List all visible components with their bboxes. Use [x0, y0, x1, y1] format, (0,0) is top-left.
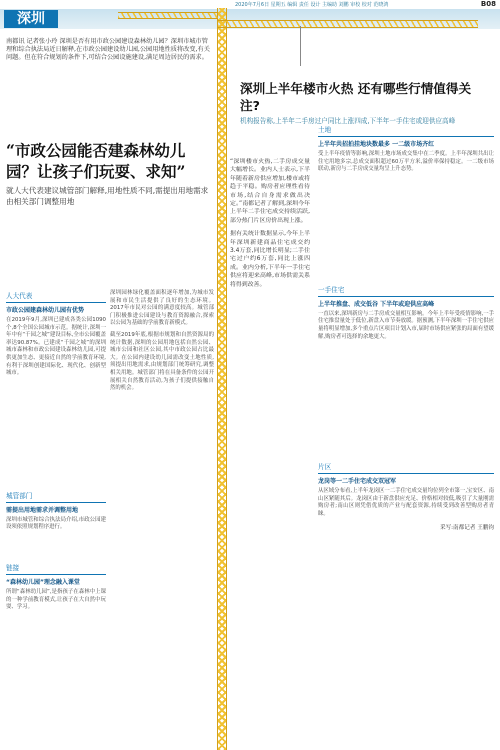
middle-body-1: 深圳园林绿化覆盖面积逐年增加,为城市发展和市民生活提供了良好的生态环境。2017年市民对公园的满意度较高。城管部门积极推进公园建设与教育资源融合,探索以公园为基础的学前教育新模式。 — [110, 290, 214, 327]
divider — [318, 136, 494, 137]
left-column — [6, 290, 106, 612]
section-label-land: 土地 — [318, 126, 332, 134]
section-head-link: “森林幼儿园”理念融入课堂 — [6, 578, 80, 586]
right-headline-subtitle: 机构报告称,上半年二手房过户同比上涨四成,下半年一手住宅或迎供应高峰 — [240, 117, 456, 125]
section-label-district: 片区 — [318, 463, 332, 472]
divider — [6, 574, 106, 575]
section-label-link: 链接 — [6, 563, 20, 572]
left-headline — [6, 140, 211, 207]
section-body-urban-mgmt: 深圳市城管和综合执法局介绍,市政公园建设须依照规划程序进行。 — [6, 516, 106, 531]
quote-body-1: “深圳楼市火热,二手房成交量大幅增长。业内人士表示,下半年随着新房供应增加,楼市或将趋于平稳。购房者应理性看待市场,结合自身需求做出决定。”南都记者了解到,深圳今年上半年二手住宅成交持续活跃,部分热门片区房价出现上涨。 — [230, 159, 310, 224]
section-label-deputy: 人大代表 — [6, 292, 33, 300]
crane-tower — [217, 8, 227, 750]
right-headline-title: 深圳上半年楼市火热 还有哪些行情值得关注? — [240, 81, 472, 113]
crane-jib — [218, 20, 478, 28]
issue-meta: 2020年7月6日 星期五 编辑 责任 设计 主编助 刘鹏 审校 校对 范晓鸿 — [235, 2, 389, 8]
section-body-deputy: 在2019年9月,深圳已建成各类公园1090个,8个全国公园城市示范。据统计,深圳一年中有“千园之城”建设目标,全市公园覆盖率达90.87%。已建成“千园之城”的深圳城市森林和市政公园建设森林幼儿园,可提供更加生态、更接近自然的学前教育环境,有利于深圳创建国际化、现代化、创新型城市。 — [6, 317, 106, 377]
section-label-new-homes: 一手住宅 — [318, 285, 345, 294]
section-tag: 深圳 — [4, 10, 58, 28]
section-head-deputy: 市政公园建森林幼儿园有优势 — [6, 307, 85, 314]
section-body-new-homes: 一直以来,深圳新房与二手房成交量相互影响。今年上半年受疫情影响,一手住宅推盘量处于低位,新盘入市节奏放缓。据预测,下半年深圳一手住宅供应量将明显增加,多个重点片区项目计划入市,届时市场供应紧张的局面有望缓解,购房者可选择的余地更大。 — [318, 310, 494, 340]
section-head-new-homes: 上半年推盘、成交低谷 下半年或迎供应高峰 — [318, 300, 435, 308]
section-body-link: 所谓“森林幼儿园”,是指孩子在森林中上课的一种学前教育模式,让孩子在大自然中玩耍、学习。 — [6, 588, 106, 611]
page-number: B08 — [480, 0, 496, 8]
middle-column — [110, 290, 214, 393]
divider — [318, 473, 494, 474]
right-headline — [240, 80, 490, 126]
right-column — [318, 124, 494, 531]
section-head-land: 上半年共招拍挂地块数最多 一二级市场齐红 — [318, 141, 435, 148]
section-body-land: 受上半年疫情等影响,深圳土地市场成交集中在二季度。上半年深圳共出让住宅用地多宗,总成交面积超过60万平方米,溢价率保持稳定。一二级市场联动,新房与二手房成交量均呈上升态势。 — [318, 151, 494, 173]
divider — [6, 302, 106, 303]
section-head-urban-mgmt: 需提出用地需求并调整用地 — [6, 506, 79, 514]
section-head-district: 龙岗等一二手住宅成交双冠军 — [318, 478, 397, 486]
masthead-bar — [0, 0, 500, 9]
quote-column — [230, 158, 310, 289]
left-headline-title: “市政公园能否建森林幼儿园？让孩子们玩耍、求知” — [6, 141, 186, 181]
divider — [318, 296, 494, 297]
divider — [6, 502, 106, 503]
crane-hook-line — [300, 26, 301, 66]
left-headline-subtitle: 就人大代表建议城管部门解释,用地性质不同,需提出用地需求由相关部门调整用地 — [6, 186, 209, 206]
middle-body-2: 截至2019年底,根据市规划和自然资源局的统计数据,深圳的公园用地包括自然公园、城市公园和社区公园,其中市政公园占比最大。在公园内建设幼儿园需改变土地性质,须提出用地需求,由规划部门统筹研究,调整相关用地。城管部门将在具备条件的公园开展相关自然教育活动,为孩子们提供接触自然的机会。 — [110, 331, 214, 392]
quote-body-2: 据有关统计数据显示,今年上半年深圳新建商品住宅成交约3.4万套,同比增长明显;二手住宅过户约6万套,同比上涨四成。业内分析,下半年一手住宅供应将迎来高峰,市场供需关系将得到改善。 — [230, 231, 310, 288]
section-body-district: 从区域分布看,上半年龙岗区一二手住宅成交量均位列全市第一,宝安区、南山区紧随其后。龙岗区由于新盘供应充足、价格相对较低,吸引了大量刚需购房者;南山区则凭借优质的产业与配套资源,持续受到改善型购房者青睐。 — [318, 488, 494, 517]
byline: 采写:南都记者 王鹏钧 — [439, 524, 494, 531]
crane-counter-jib — [118, 12, 218, 19]
article-intro: 南都讯 记者张小玲 深圳是否有用市政公园建设森林幼儿园？深圳市城市管理和综合执法局近日解释,在市政公园建设幼儿园,公园用地性质将改变,有关问题。但在符合规划的条件下,可结合公园设施建设,满足周边居民的需求。 — [6, 38, 210, 62]
section-label-urban-mgmt: 城管部门 — [6, 491, 33, 500]
